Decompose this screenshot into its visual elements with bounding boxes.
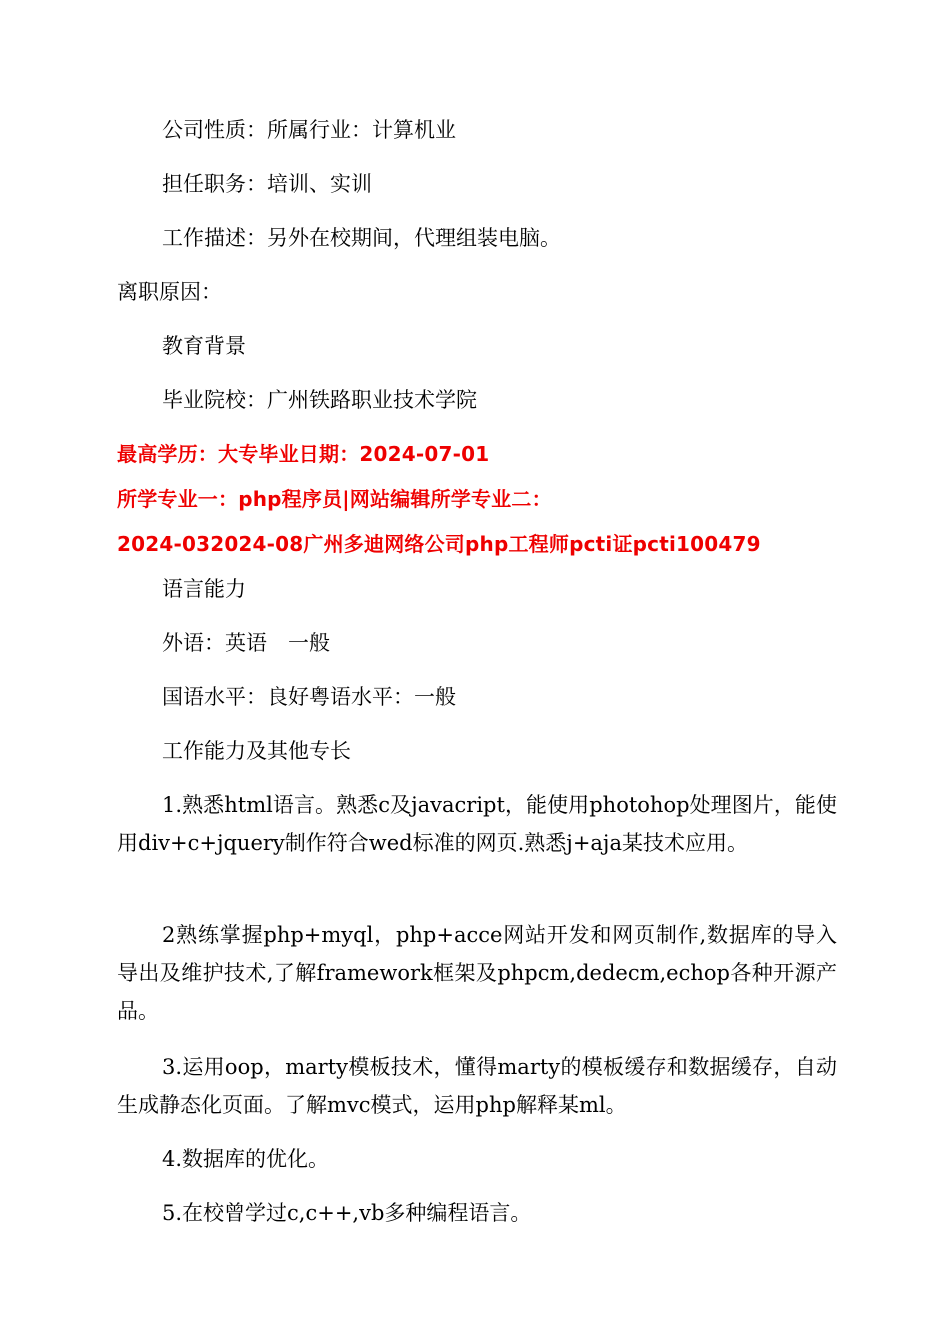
school-line: 毕业院校：广州铁路职业技术学院 [162,388,477,412]
education-heading: 教育背景 [162,334,246,358]
skill-item-1: 1.熟悉html语言。熟悉c及javacript，能使用photohop处理图片，能使用div+c+jquery制作符合wed标准的网页.熟悉j+aja某技术应用。 [117,793,837,855]
experience-line: 2024-032024-08广州多迪网络公司php工程师pcti证pcti100479 [117,532,761,556]
position-line: 担任职务：培训、实训 [162,172,372,196]
skill-item-4: 4.数据库的优化。 [162,1147,330,1171]
skill-item-2: 2熟练掌握php+myql，php+acce网站开发和网页制作,数据库的导入导出及维护技术,了解framework框架及phpcm,dedecm,echop各种开源产品。 [117,923,837,1023]
language-heading: 语言能力 [162,577,246,601]
major-line: 所学专业一：php程序员|网站编辑所学专业二： [117,487,552,511]
work-description-line: 工作描述：另外在校期间，代理组装电脑。 [162,226,561,250]
degree-line: 最高学历：大专毕业日期：2024-07-01 [117,442,490,466]
leave-reason-line: 离职原因： [117,280,222,304]
company-nature-line: 公司性质：所属行业：计算机业 [162,118,456,142]
skills-heading: 工作能力及其他专长 [162,739,351,763]
skill-item-3: 3.运用oop，marty模板技术，懂得marty的模板缓存和数据缓存，自动生成静态化页面。了解mvc模式，运用php解释某ml。 [117,1055,837,1117]
mandarin-line: 国语水平：良好粤语水平：一般 [162,685,456,709]
foreign-language-line: 外语：英语 一般 [162,631,330,655]
skill-item-5: 5.在校曾学过c,c++,vb多种编程语言。 [162,1201,532,1225]
